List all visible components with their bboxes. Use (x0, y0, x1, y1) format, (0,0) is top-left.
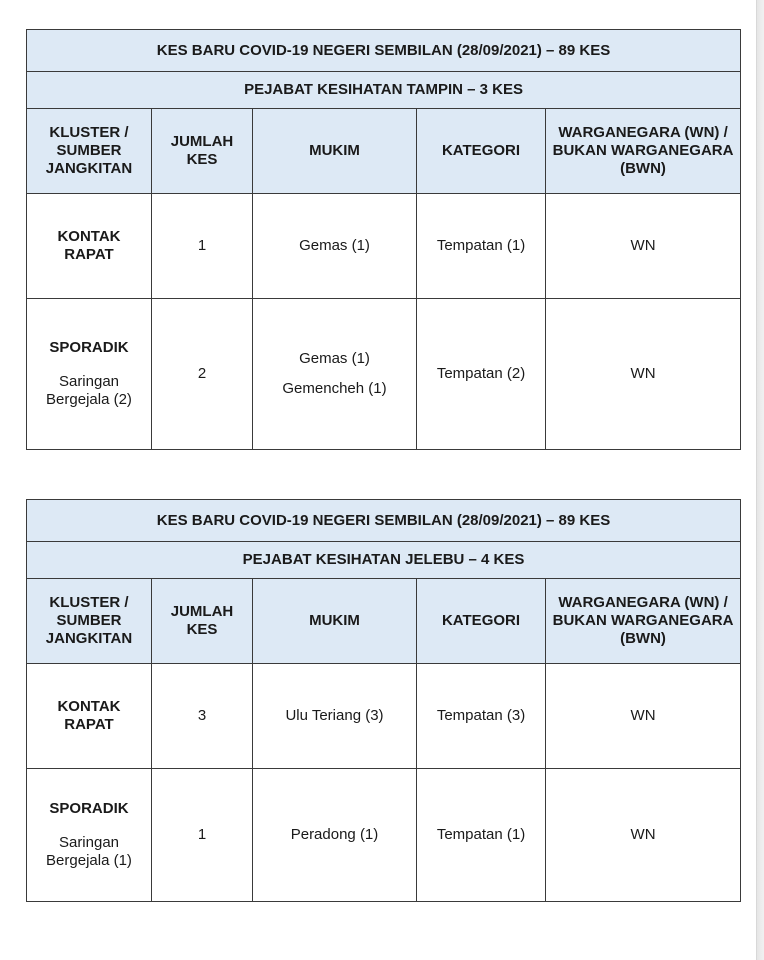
column-header-total: JUMLAH KES (152, 579, 253, 664)
table-row (27, 194, 741, 299)
column-header-category: KATEGORI (417, 579, 546, 664)
cluster-cell (27, 299, 152, 450)
citizenship-cell: WN (546, 299, 741, 450)
cluster-note: Saringan Bergejala (1) (46, 834, 132, 869)
column-header-cluster: KLUSTER / SUMBER JANGKITAN (27, 579, 152, 664)
mukim-item: Gemas (1) (299, 350, 370, 367)
column-header-citizenship: WARGANEGARA (WN) / BUKAN WARGANEGARA (BWN) (546, 109, 741, 194)
column-header-mukim: MUKIM (253, 579, 417, 664)
table-title: KES BARU COVID-19 NEGERI SEMBILAN (28/09/2021) – 89 KES (27, 30, 741, 72)
column-header-citizenship: WARGANEGARA (WN) / BUKAN WARGANEGARA (BWN) (546, 579, 741, 664)
category-cell: Tempatan (3) (417, 664, 546, 769)
column-header-total: JUMLAH KES (152, 109, 253, 194)
cluster-note: Saringan Bergejala (2) (46, 373, 132, 408)
mukim-cell (253, 769, 417, 902)
cluster-cell (27, 769, 152, 902)
mukim-item: Peradong (1) (290, 826, 379, 843)
table-row (27, 299, 741, 450)
mukim-cell (253, 664, 417, 769)
citizenship-cell: WN (546, 194, 741, 299)
cluster-cell (27, 194, 152, 299)
office-heading: PEJABAT KESIHATAN JELEBU – 4 KES (27, 542, 741, 579)
mukim-item: Gemencheh (1) (282, 380, 387, 397)
case-table-jelebu (26, 499, 741, 902)
mukim-item: Gemas (1) (299, 237, 370, 254)
mukim-item: Ulu Teriang (3) (285, 707, 384, 724)
column-header-cluster: KLUSTER / SUMBER JANGKITAN (27, 109, 152, 194)
office-heading: PEJABAT KESIHATAN TAMPIN – 3 KES (27, 72, 741, 109)
citizenship-cell: WN (546, 664, 741, 769)
category-cell: Tempatan (1) (417, 194, 546, 299)
category-cell: Tempatan (2) (417, 299, 546, 450)
column-header-mukim: MUKIM (253, 109, 417, 194)
cluster-label: KONTAK RAPAT (57, 228, 121, 263)
cluster-label: KONTAK RAPAT (57, 698, 121, 733)
category-cell: Tempatan (1) (417, 769, 546, 902)
mukim-cell (253, 194, 417, 299)
column-header-category: KATEGORI (417, 109, 546, 194)
cluster-cell (27, 664, 152, 769)
cluster-label: SPORADIK (49, 339, 129, 356)
cluster-label: SPORADIK (49, 800, 129, 817)
table-row (27, 769, 741, 902)
table-title: KES BARU COVID-19 NEGERI SEMBILAN (28/09/2021) – 89 KES (27, 500, 741, 542)
citizenship-cell: WN (546, 769, 741, 902)
total-cell: 3 (152, 664, 253, 769)
page-edge-scroll-area (756, 0, 764, 960)
case-table-tampin (26, 29, 741, 450)
total-cell: 2 (152, 299, 253, 450)
total-cell: 1 (152, 769, 253, 902)
mukim-cell (253, 299, 417, 450)
table-row (27, 664, 741, 769)
total-cell: 1 (152, 194, 253, 299)
